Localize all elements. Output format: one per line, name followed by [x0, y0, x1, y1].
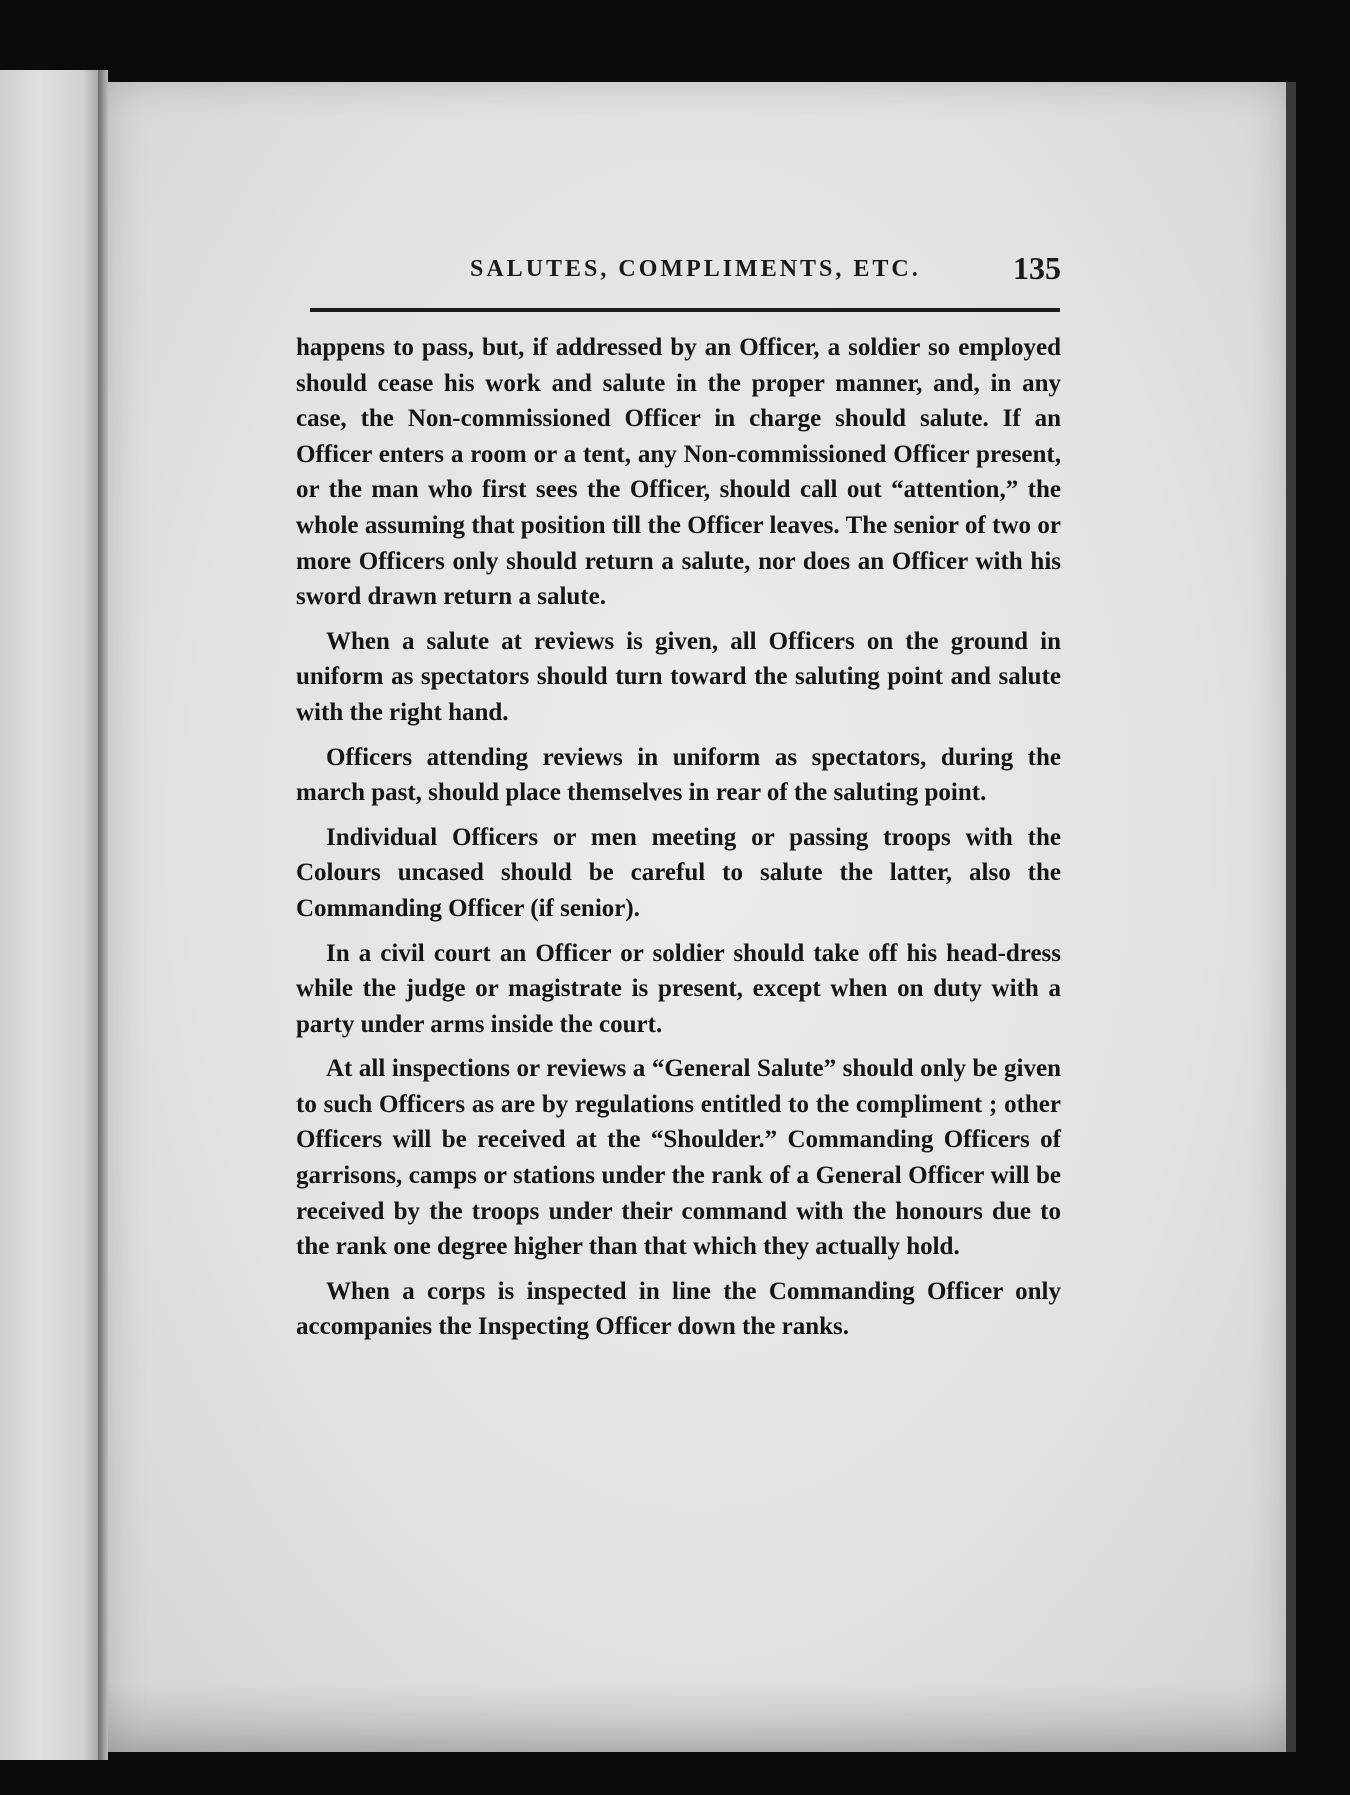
paragraph: Individual Officers or men meeting or passing troops with the Colours uncased should be careful to salute the latter, also the Commanding Officer (if senior). — [296, 823, 1061, 922]
facing-page-edge — [0, 70, 98, 1760]
running-head-title: SALUTES, COMPLIMENTS, ETC. — [470, 256, 921, 282]
paragraph: Officers attending reviews in uniform as spectators, during the march past, should place themselves in rear of the saluting point. — [296, 743, 1061, 807]
header-rule — [310, 308, 1060, 312]
page-bottom-shading — [108, 1682, 1286, 1752]
page-number: 135 — [1013, 250, 1061, 286]
paragraph: In a civil court an Officer or soldier should take off his head-dress while the judge or magistrate is present, except when on duty with a party under arms inside the court. — [296, 939, 1061, 1038]
body-text — [296, 330, 1061, 1354]
paragraph: When a corps is inspected in line the Commanding Officer only accompanies the Inspecting Officer down the ranks. — [296, 1277, 1061, 1341]
paragraph: happens to pass, but, if addressed by an Officer, a soldier so employed should cease his work and salute in the proper manner, and, in any case, the Non-commissioned Officer in charge should salute. If an Officer enters a room or a tent, any Non-commissioned Officer present, or the man who first sees the Officer, should call out “attention,” the whole assuming that position till the Officer leaves. The senior of two or more Officers only should return a salute, nor does an Officer with his sword drawn return a salute. — [296, 334, 1061, 611]
paragraph: When a salute at reviews is given, all Officers on the ground in uniform as spectators should turn toward the saluting point and salute with the right hand. — [296, 627, 1061, 726]
paragraph: At all inspections or reviews a “General Salute” should only be given to such Officers as are by regulations entitled to the compliment ; other Officers will be received at the “Shoulder.” Commanding Officers of garrisons, camps or stations under the rank of a General Officer will be received by the troops under their command with the honours due to the rank one degree higher than that which they actually hold. — [296, 1055, 1061, 1261]
page-right-edge — [1286, 82, 1296, 1752]
book-gutter — [98, 70, 108, 1760]
running-head — [310, 250, 1065, 294]
